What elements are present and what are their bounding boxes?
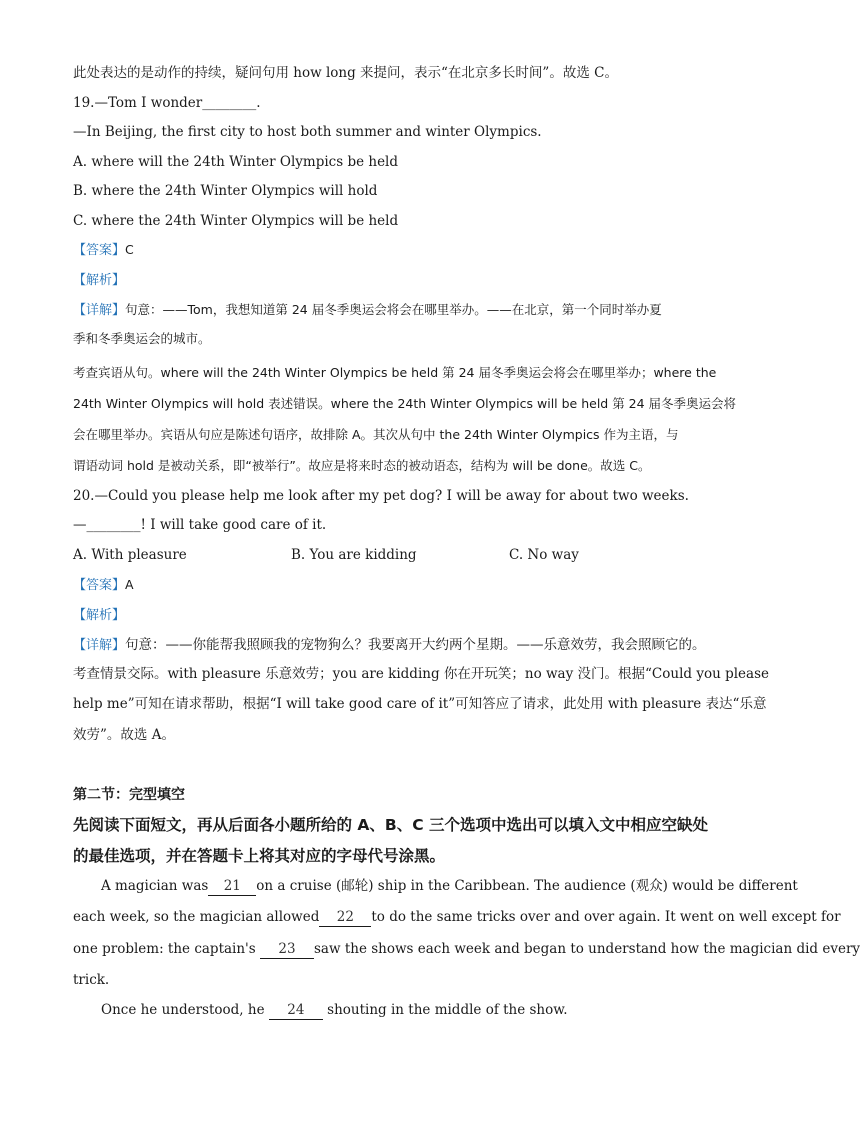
instruction-line-2: 的最佳选项，并在答题卡上将其对应的字母代号涂黑。	[73, 847, 446, 865]
passage-line-3	[73, 940, 860, 959]
detail-20-line-4: 效劳”。故选 A。	[73, 727, 175, 743]
passage-text: Once he understood, he	[101, 1002, 265, 1018]
detail-text: 句意：——Tom，我想知道第 24 届冬季奥运会将会在哪里举办。——在北京，第一个同时举办夏	[125, 302, 662, 317]
passage-text: each week, so the magician allowed	[73, 909, 320, 925]
blank-24: 24	[269, 1001, 323, 1020]
detail-20-line-1	[73, 636, 706, 655]
passage-text: saw the shows each week and began to understand how the magician did every	[314, 941, 860, 957]
option-20-b: B. You are kidding	[291, 547, 417, 563]
blank-23: 23	[260, 940, 314, 959]
passage-line-4: trick.	[73, 972, 110, 988]
analysis-tag: 【解析】	[73, 608, 126, 623]
question-19-reply: —In Beijing, the first city to host both summer and winter Olympics.	[73, 124, 542, 140]
analysis-20	[73, 606, 125, 625]
passage-line-5	[101, 1001, 568, 1020]
passage-text: A magician was	[101, 878, 209, 894]
analysis-19	[73, 271, 125, 290]
answer-20	[73, 576, 134, 595]
answer-value: C	[125, 242, 134, 257]
question-20-reply: —________! I will take good care of it.	[73, 517, 327, 533]
instruction-line-1: 先阅读下面短文，再从后面各小题所给的 A、B、C 三个选项中选出可以填入文中相应空缺处	[73, 816, 708, 834]
detail-19-line-2: 季和冬季奥运会的城市。	[73, 331, 211, 346]
answer-tag: 【答案】	[73, 243, 126, 258]
detail-19-line-6: 谓语动词 hold 是被动关系，即“被举行”。故应是将来时态的被动语态，结构为 will be done。故选 C。	[73, 458, 651, 473]
option-20-a: A. With pleasure	[73, 547, 187, 563]
answer-tag: 【答案】	[73, 578, 126, 593]
detail-19-line-5: 会在哪里举办。宾语从句应是陈述句语序，故排除 A。其次从句中 the 24th Winter Olympics 作为主语，与	[73, 427, 679, 442]
option-19-b: B. where the 24th Winter Olympics will hold	[73, 183, 378, 199]
blank-21: 21	[208, 877, 256, 896]
detail-20-line-3: help me”可知在请求帮助，根据“I will take good care of it”可知答应了请求，此处用 with pleasure 表达“乐意	[73, 696, 767, 712]
blank-22: 22	[319, 908, 371, 927]
option-19-c: C. where the 24th Winter Olympics will be held	[73, 213, 399, 229]
detail-text: 句意：——你能帮我照顾我的宠物狗么？我要离开大约两个星期。——乐意效劳，我会照顾它的。	[125, 637, 706, 653]
detail-19-line-4: 24th Winter Olympics will hold 表述错误。where the 24th Winter Olympics will be held 第 24 届冬季奥运会将	[73, 396, 737, 411]
detail-tag: 【详解】	[73, 638, 126, 653]
option-19-a: A. where will the 24th Winter Olympics be held	[73, 154, 399, 170]
detail-20-line-2: 考查情景交际。with pleasure 乐意效劳；you are kidding 你在开玩笑；no way 没门。根据“Could you please	[73, 666, 769, 682]
passage-text: shouting in the middle of the show.	[327, 1002, 568, 1018]
analysis-tag: 【解析】	[73, 273, 126, 288]
question-19: 19.—Tom I wonder________.	[73, 95, 261, 111]
passage-line-1	[101, 877, 798, 896]
question-20: 20.—Could you please help me look after my pet dog? I will be away for about two weeks.	[73, 488, 689, 504]
passage-text: to do the same tricks over and over again. It went on well except for	[371, 909, 841, 925]
detail-19-line-3: 考查宾语从句。where will the 24th Winter Olympics be held 第 24 届冬季奥运会将会在哪里举办；where the	[73, 365, 717, 380]
detail-tag: 【详解】	[73, 303, 126, 318]
explanation-line: 此处表达的是动作的持续，疑问句用 how long 来提问，表示“在北京多长时间”。故选 C。	[73, 65, 618, 81]
answer-19	[73, 241, 134, 260]
option-20-c: C. No way	[509, 547, 579, 563]
detail-19-line-1	[73, 301, 662, 320]
passage-text: one problem: the captain's	[73, 941, 256, 957]
answer-value: A	[125, 577, 134, 592]
passage-text: on a cruise (邮轮) ship in the Caribbean. The audience (观众) would be different	[256, 878, 798, 894]
section-heading: 第二节：完型填空	[73, 787, 185, 803]
passage-line-2	[73, 908, 841, 927]
